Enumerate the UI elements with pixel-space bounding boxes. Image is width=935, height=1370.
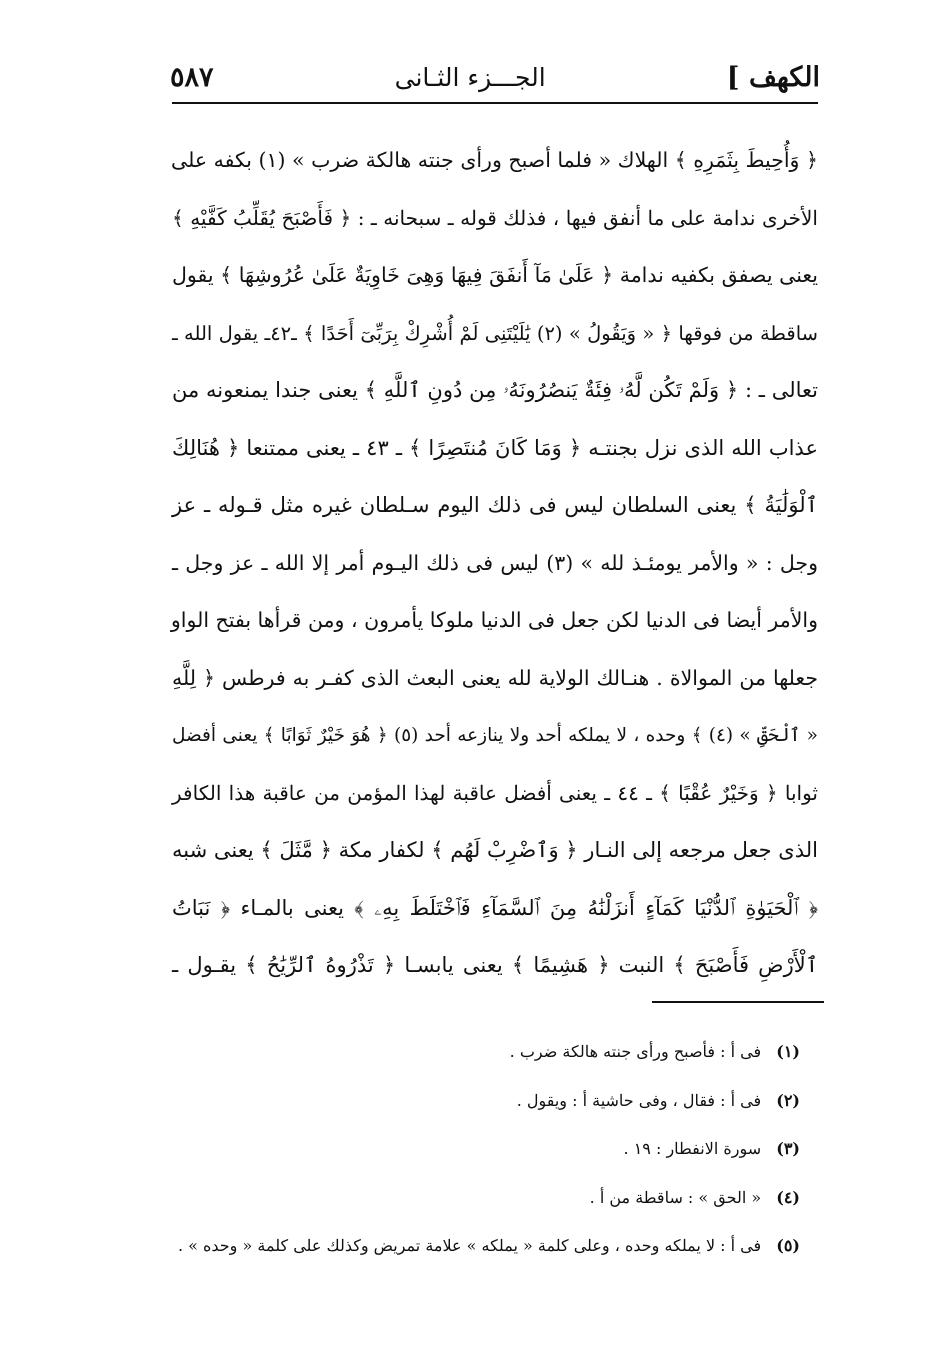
footnote-text: فى أ : لا يملكه وحده ، وعلى كلمة « يملكه » علامة تمريض وكذلك على كلمة « وحده » . (177, 1236, 762, 1255)
text-line: ساقطة من فوقها ﴿ « وَيَقُولُ » (٢) يَٰلَيْتَنِى لَمْ أُشْرِكْ بِرَبِّىٓ أَحَدًا ﴾ ـ٤٢ـ يقول الله ـ (172, 321, 818, 345)
text-line: « ٱلْحَقِّ » (٤) ﴾ وحده ، لا يملكه أحد ولا ينازعه أحد (٥) ﴿ هُوَ خَيْرٌ ثَوَابًا ﴾ يعنى أفضل (172, 725, 818, 746)
text-line: والأمر أيضا فى الدنيا لكن جعل فى الدنيا ملوكا يأمرون ، ومن قرأها بفتح الواو (170, 608, 818, 632)
footnote (160, 1127, 800, 1176)
footnote (160, 1079, 800, 1128)
text-line: تعالى ـ : ﴿ وَلَمْ تَكُن لَّهُۥ فِئَةٌ يَنصُرُونَهُۥ مِن دُونِ ٱللَّهِ ﴾ يعنى جندا يمنعونه من (172, 378, 818, 402)
footnote-text: فى أ : فأصبح ورأى جنته هالكة ضرب . (509, 1042, 762, 1061)
text-line: ٱلْوَلَٰيَةُ ﴾ يعنى السلطان ليس فى ذلك اليوم سـلطان غيره مثل قـوله ـ عز (172, 493, 818, 517)
text-line: وجل : « والأمر يومئـذ لله » (٣) ليس فى ذلك اليـوم أمر إلا الله ـ عز وجل ـ (172, 550, 818, 575)
body-text (172, 132, 818, 995)
running-header (170, 52, 820, 102)
text-line: عذاب الله الذى نزل بجنتـه ﴿ وَمَا كَانَ مُنتَصِرًا ﴾ ـ ٤٣ ـ يعنى ممتنعا ﴿ هُنَالِكَ (172, 435, 818, 460)
footnote-number: (٢) (776, 1090, 800, 1110)
text-line: الأخرى ندامة على ما أنفق فيها ، فذلك قوله ـ سبحانه ـ : ﴿ فَأَصْبَحَ يُقَلِّبُ كَفَّيْهِ ﴾ (172, 205, 818, 230)
text-line: ثوابا ﴿ وَخَيْرٌ عُقْبًا ﴾ ـ ٤٤ ـ يعنى أفضل عاقبة لهذا المؤمن من عاقبة هذا الكافر (172, 780, 818, 805)
page-number: ٥٨٧ (170, 61, 214, 93)
text-line: جعلها من الموالاة . هنـالك الولاية لله يعنى البعث الذى كفـر به فرطس ﴿ لِلَّهِ (172, 665, 818, 690)
footnotes (160, 1030, 800, 1273)
footnote (160, 1030, 800, 1079)
footnote-number: (٤) (776, 1187, 800, 1207)
footnote-number: (١) (776, 1042, 800, 1061)
text-line: الذى جعل مرجعه إلى النـار ﴿ وَٱضْرِبْ لَهُم ﴾ لكفار مكة ﴿ مَّثَلَ ﴾ يعنى شبه (172, 838, 818, 862)
footnote (160, 1176, 800, 1225)
footnote-text: فى أ : فقال ، وفى حاشية أ : ويقول . (516, 1090, 762, 1110)
footnote-text: سورة الانفطار : ١٩ . (623, 1139, 762, 1158)
footnote-number: (٥) (776, 1236, 800, 1255)
footnote-separator (652, 1001, 824, 1003)
footnote-text: « الحق » : ساقطة من أ . (589, 1187, 762, 1207)
header-rule (172, 102, 818, 104)
text-line: يعنى يصفق بكفيه ندامة ﴿ عَلَىٰ مَآ أَنفَقَ فِيهَا وَهِىَ خَاوِيَةٌ عَلَىٰ عُرُوشِهَا ﴾ يقول (172, 263, 818, 287)
text-line: ﴿ ٱلْحَيَوٰةِ ٱلدُّنْيَا كَمَآءٍ أَنزَلْنَٰهُ مِنَ ٱلسَّمَآءِ فَٱخْتَلَطَ بِهِۦ ﴾ يعنى بالمـاء ﴿ نَبَاتُ (172, 895, 818, 920)
text-line: ﴿ وَأُحِيطَ بِثَمَرِهِ ﴾ الهلاك « فلما أصبح ورأى جنته هالكة ضرب » (١) بكفه على (170, 148, 818, 172)
footnote (160, 1224, 800, 1273)
footnote-number: (٣) (776, 1139, 800, 1158)
part-title: الجـــزء الثـانى (394, 62, 546, 92)
text-line: ٱلْأَرْضِ فَأَصْبَحَ ﴾ النبت ﴿ هَشِيمًا ﴾ يعنى يابسـا ﴿ تَذْرُوهُ ٱلرِّيَٰحُ ﴾ يقـول ـ (172, 953, 818, 977)
chapter-title: الكهف ] (726, 61, 820, 93)
